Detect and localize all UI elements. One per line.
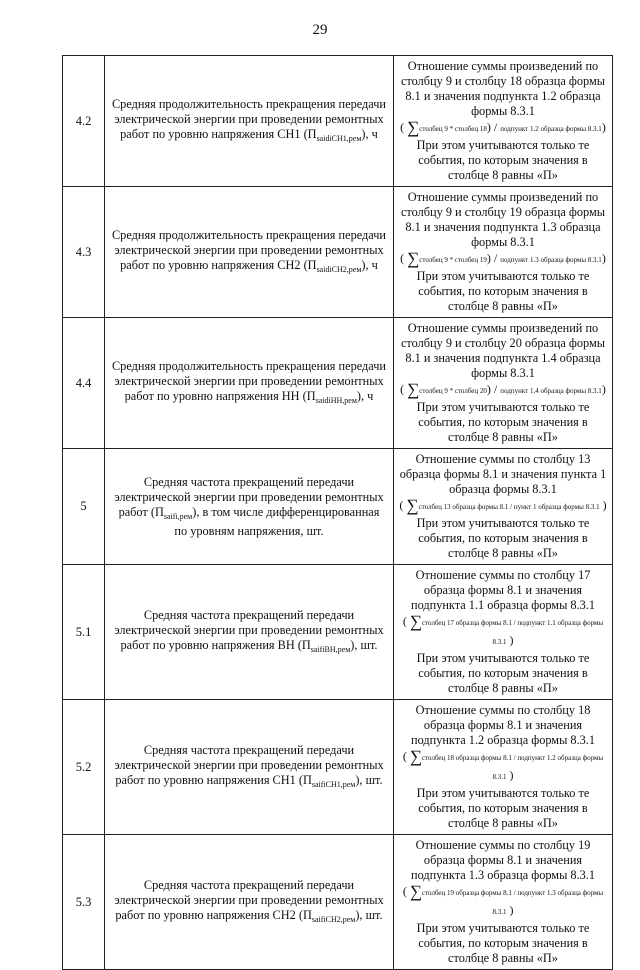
- description-tail: ), шт.: [355, 907, 383, 922]
- ratio-close: ): [509, 768, 514, 782]
- formula-text: Отношение суммы произведений по столбцу 9 и столбцу 19 образца формы 8.1 и значения подпункта 1.3 образца формы 8.3.1: [400, 190, 606, 249]
- calculation-formula: [394, 56, 613, 187]
- row-number: 4.2: [63, 56, 105, 187]
- formula-note: При этом учитываются только те события, по которым значения в столбце 8 равны «П»: [416, 269, 590, 313]
- sum-operand: столбец 9 * столбец 19: [419, 256, 487, 264]
- indicator-description: [105, 56, 394, 187]
- divisor-operand: подпункт 1.4 образца формы 8.3.1: [500, 387, 602, 395]
- formula-text: Отношение суммы по столбцу 17 образца формы 8.1 и значения подпункта 1.1 образца формы 8.3.1: [410, 568, 596, 612]
- indicator-description: [105, 449, 394, 565]
- indicator-description: [105, 187, 394, 318]
- ratio-close: ): [509, 633, 514, 647]
- sum-operand: столбец 19 образца формы 8.1 / подпункт 1.3 образца формы 8.3.1: [421, 889, 604, 916]
- ratio-close: ): [601, 382, 606, 396]
- formula-note: При этом учитываются только те события, по которым значения в столбце 8 равны «П»: [416, 651, 590, 695]
- sum-symbol: ∑: [407, 118, 420, 137]
- description-text: Средняя продолжительность прекращения передачи электрической энергии при проведении ремонтных работ по уровню напряжения СН2 (П: [111, 227, 387, 272]
- description-tail: ), шт.: [355, 772, 383, 787]
- ratio-close: ): [601, 251, 606, 265]
- row-number: 5.2: [63, 700, 105, 835]
- description-text: Средняя частота прекращений передачи электрической энергии при проведении ремонтных работ по уровню напряжения ВН (П: [114, 607, 384, 652]
- description-text: Средняя частота прекращений передачи электрической энергии при проведении ремонтных работ по уровню напряжения СН2 (П: [114, 877, 384, 922]
- ratio-divider: ) /: [486, 382, 498, 396]
- table-row: [63, 318, 613, 449]
- ratio-close: ): [602, 498, 607, 512]
- ratio-open: (: [400, 251, 405, 265]
- ratio-divider: ) /: [486, 120, 498, 134]
- description-text: Средняя частота прекращений передачи электрической энергии при проведении ремонтных работ по уровню напряжения СН1 (П: [114, 742, 384, 787]
- ratio-open: (: [400, 382, 405, 396]
- sum-symbol: ∑: [407, 380, 420, 399]
- formula-note: При этом учитываются только те события, по которым значения в столбце 8 равны «П»: [416, 921, 590, 965]
- ratio-close: ): [601, 120, 606, 134]
- description-tail: ), ч: [361, 126, 378, 141]
- ratio-open: (: [400, 120, 405, 134]
- description-text: Средняя частота прекращений передачи электрической энергии при проведении ремонтных работ (П: [114, 474, 384, 519]
- formula-text: Отношение суммы по столбцу 19 образца формы 8.1 и значения подпункта 1.3 образца формы 8.3.1: [410, 838, 596, 882]
- ratio-open: (: [402, 884, 407, 898]
- description-tail: ), ч: [356, 388, 374, 403]
- formula-ratio: [399, 748, 607, 786]
- indicators-table-body: [63, 56, 613, 970]
- indicator-description: [105, 565, 394, 700]
- formula-text: Отношение суммы по столбцу 18 образца формы 8.1 и значения подпункта 1.2 образца формы 8.3.1: [410, 703, 596, 747]
- table-row: [63, 700, 613, 835]
- description-tail: ), в том числе дифференцированная по уровням напряжения, шт.: [174, 504, 380, 538]
- formula-text: Отношение суммы произведений по столбцу 9 и столбцу 20 образца формы 8.1 и значения подпункта 1.4 образца формы 8.3.1: [400, 321, 606, 380]
- formula-text: Отношение суммы по столбцу 13 образца формы 8.1 и значения пункта 1 образца формы 8.3.1: [399, 452, 607, 496]
- table-row: [63, 56, 613, 187]
- calculation-formula: [394, 700, 613, 835]
- table-row: [63, 835, 613, 970]
- sum-operand: столбец 13 образца формы 8.1 / пункт 1 образца формы 8.3.1: [418, 503, 600, 511]
- formula-ratio: [399, 883, 607, 921]
- description-tail: ), ч: [361, 257, 378, 272]
- table-row: [63, 565, 613, 700]
- calculation-formula: [394, 835, 613, 970]
- indicator-description: [105, 835, 394, 970]
- calculation-formula: [394, 187, 613, 318]
- formula-ratio: [399, 613, 607, 651]
- indicators-table: [62, 55, 613, 970]
- ratio-divider: ) /: [486, 251, 498, 265]
- page-number: 29: [312, 22, 328, 38]
- formula-note: При этом учитываются только те события, по которым значения в столбце 8 равны «П»: [416, 138, 590, 182]
- indicator-subscript: saifi,рем: [163, 511, 193, 521]
- sum-operand: столбец 17 образца формы 8.1 / подпункт 1.1 образца формы 8.3.1: [421, 619, 604, 646]
- ratio-open: (: [399, 498, 404, 512]
- formula-text: Отношение суммы произведений по столбцу 9 и столбцу 18 образца формы 8.1 и значения подпункта 1.2 образца формы 8.3.1: [400, 59, 606, 118]
- ratio-close: ): [509, 903, 514, 917]
- formula-note: При этом учитываются только те события, по которым значения в столбце 8 равны «П»: [416, 516, 590, 560]
- indicator-subscript: saidiСН1,рем: [316, 133, 362, 143]
- sum-symbol: ∑: [407, 249, 420, 268]
- formula-ratio: [399, 250, 607, 269]
- indicator-subscript: saidiНН,рем: [315, 395, 357, 405]
- table-row: [63, 449, 613, 565]
- row-number: 4.3: [63, 187, 105, 318]
- formula-note: При этом учитываются только те события, по которым значения в столбце 8 равны «П»: [416, 400, 590, 444]
- ratio-open: (: [402, 614, 407, 628]
- sum-operand: столбец 18 образца формы 8.1 / подпункт 1.2 образца формы 8.3.1: [421, 754, 604, 781]
- sum-symbol: ∑: [409, 882, 422, 901]
- calculation-formula: [394, 318, 613, 449]
- divisor-operand: подпункт 1.2 образца формы 8.3.1: [500, 125, 602, 133]
- sum-symbol: ∑: [409, 747, 422, 766]
- description-text: Средняя продолжительность прекращения передачи электрической энергии при проведении ремонтных работ по уровню напряжения НН (П: [111, 358, 387, 403]
- indicator-description: [105, 700, 394, 835]
- sum-operand: столбец 9 * столбец 18: [419, 125, 487, 133]
- divisor-operand: подпункт 1.3 образца формы 8.3.1: [500, 256, 602, 264]
- table-row: [63, 187, 613, 318]
- calculation-formula: [394, 449, 613, 565]
- ratio-open: (: [402, 749, 407, 763]
- indicator-subscript: saidiСН2,рем: [316, 264, 362, 274]
- row-number: 4.4: [63, 318, 105, 449]
- description-text: Средняя продолжительность прекращения передачи электрической энергии при проведении ремонтных работ по уровню напряжения СН1 (П: [111, 96, 387, 141]
- formula-note: При этом учитываются только те события, по которым значения в столбце 8 равны «П»: [416, 786, 590, 830]
- formula-ratio: [399, 381, 607, 400]
- row-number: 5.1: [63, 565, 105, 700]
- indicator-subscript: saifiСН1,рем: [311, 779, 356, 789]
- formula-ratio: [399, 119, 607, 138]
- indicator-subscript: saifiСН2,рем: [311, 914, 356, 924]
- sum-symbol: ∑: [406, 496, 419, 515]
- indicator-description: [105, 318, 394, 449]
- row-number: 5.3: [63, 835, 105, 970]
- description-tail: ), шт.: [350, 637, 378, 652]
- indicator-subscript: saifiВН,рем: [310, 644, 351, 654]
- calculation-formula: [394, 565, 613, 700]
- row-number: 5: [63, 449, 105, 565]
- sum-operand: столбец 9 * столбец 20: [419, 387, 487, 395]
- formula-ratio: [399, 497, 607, 516]
- sum-symbol: ∑: [409, 612, 422, 631]
